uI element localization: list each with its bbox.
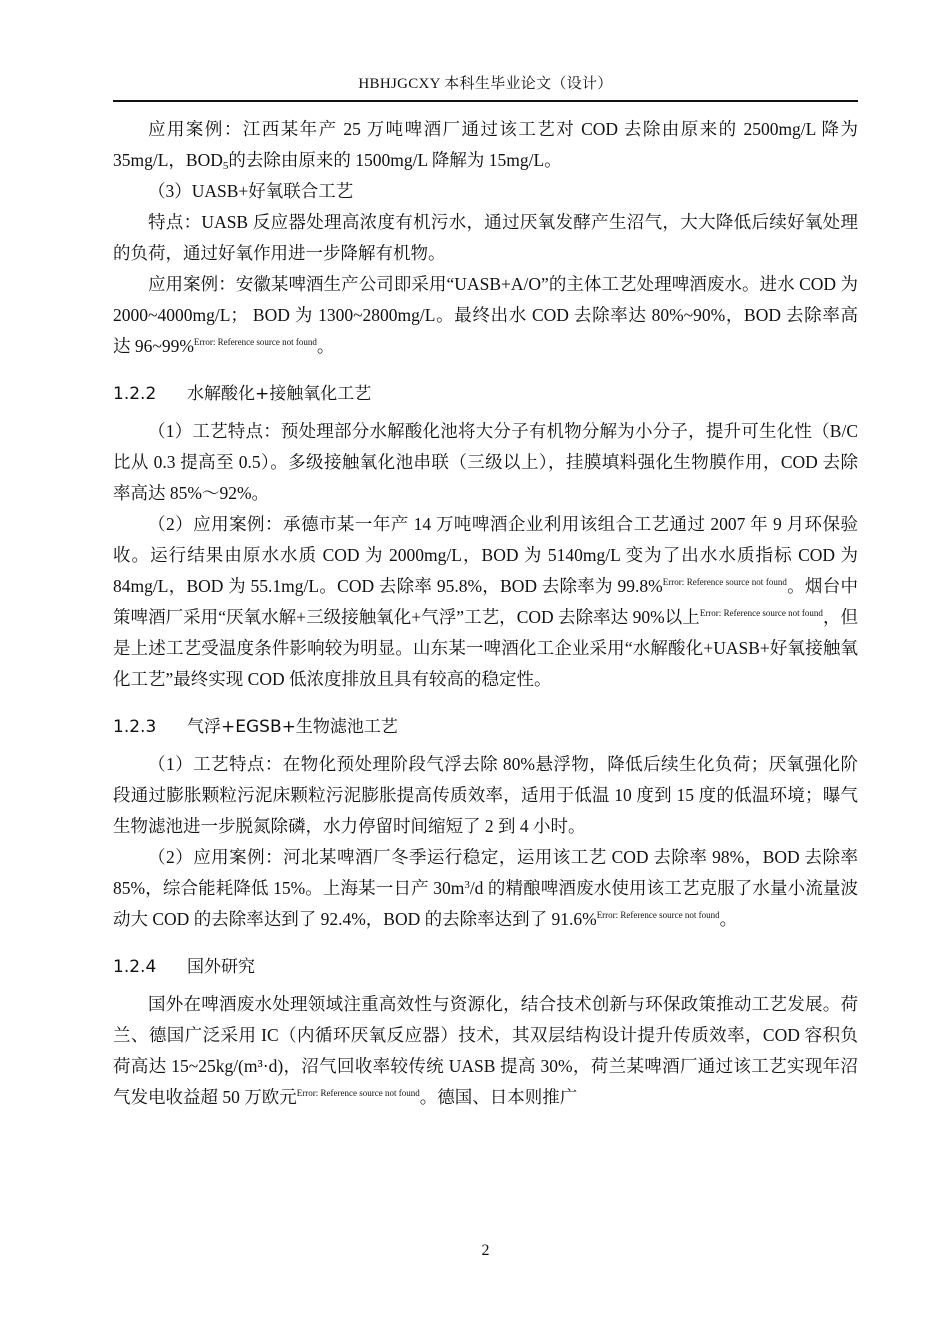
paragraph-uasb-features: 特点：UASB 反应器处理高浓度有机污水，通过厌氧发酵产生沼气，大大降低后续好氧处理的负荷，通过好氧作用进一步降解有机物。 xyxy=(113,212,858,263)
text-run: 应用案例：江西某年产 25 万吨啤酒厂通过该工艺对 COD 去除由原来的 2500mg/L 降为 35mg/L，BOD xyxy=(113,119,858,170)
reference-error: Error: Reference source not found xyxy=(699,608,823,618)
section-heading-1-2-4 xyxy=(113,953,858,981)
text-run: 。 xyxy=(719,909,738,929)
section-title: 国外研究 xyxy=(187,957,255,977)
reference-error: Error: Reference source not found xyxy=(296,1088,420,1098)
page-header: HBHJGCXY 本科生毕业论文（设计） xyxy=(358,76,613,92)
paragraph-foreign-research xyxy=(113,989,858,1113)
paragraph-uasb-title: （3）UASB+好氧联合工艺 xyxy=(148,181,354,201)
text-run: /d 的精酿啤酒废水使用该工艺克服了水量小流量波动大 COD 的去除率达到了 92.4%，BOD 的去除率达到了 91.6% xyxy=(113,878,858,929)
text-run: 。 xyxy=(316,336,335,356)
page-number: 2 xyxy=(481,1242,490,1259)
text-run: ，但是上述工艺受温度条件影响较为明显。山东某一啤酒化工企业采用“水解酸化+UASB+好氧接触氧化工艺”最终实现 COD 低浓度排放且具有较高的稳定性。 xyxy=(113,607,858,689)
paragraph-anhui-case xyxy=(113,269,858,362)
reference-error: Error: Reference source not found xyxy=(662,577,787,587)
reference-error: Error: Reference source not found xyxy=(193,337,317,347)
text-run: 。烟台中策啤酒厂采用“厌氧水解+三级接触氧化+气浮”工艺，COD 去除率达 90%以上 xyxy=(113,576,858,627)
section-title: 水解酸化+接触氧化工艺 xyxy=(187,384,372,404)
subscript: 5 xyxy=(222,160,229,172)
section-title: 气浮+EGSB+生物滤池工艺 xyxy=(187,717,398,737)
paragraph-egsb-features: （1）工艺特点：在物化预处理阶段气浮去除 80%悬浮物，降低后续生化负荷；厌氧强化阶段通过膨胀颗粒污泥床颗粒污泥膨胀提高传质效率，适用于低温 10 度到 15 度的低温环境；曝气生物滤池进一步脱氮除磷，水力停留时间缩短了 2 到 4 小时。 xyxy=(113,754,858,836)
document-body xyxy=(113,114,858,1113)
paragraph-hydrolysis-case xyxy=(113,509,858,695)
reference-error: Error: Reference source not found xyxy=(596,910,720,920)
section-heading-1-2-3 xyxy=(113,713,858,741)
section-number: 1.2.4 xyxy=(113,957,157,977)
text-run: 应用案例：安徽某啤酒生产公司即采用“UASB+A/O”的主体工艺处理啤酒废水。进水 COD 为 2000~4000mg/L； BOD 为 1300~2800mg/L。最终出水 COD 去除率达 80%~90%，BOD 去除率高达 96~99% xyxy=(113,274,858,356)
section-number: 1.2.2 xyxy=(113,384,157,404)
paragraph-jiangxi-case xyxy=(113,114,858,176)
section-heading-1-2-2 xyxy=(113,380,858,408)
header-rule xyxy=(113,100,858,102)
superscript: 3 xyxy=(464,879,470,891)
text-run: （2）应用案例：承德市某一年产 14 万吨啤酒企业利用该组合工艺通过 2007 年 9 月环保验收。运行结果由原水水质 COD 为 2000mg/L，BOD 为 5140mg/L 变为了出水水质指标 COD 为 84mg/L，BOD 为 55.1mg/L。COD 去除率 95.8%，BOD 去除率为 99.8% xyxy=(113,514,858,596)
paragraph-hydrolysis-features: （1）工艺特点：预处理部分水解酸化池将大分子有机物分解为小分子，提升可生化性（B/C 比从 0.3 提高至 0.5）。多级接触氧化池串联（三级以上），挂膜填料强化生物膜作用，COD 去除率高达 85%～92%。 xyxy=(113,421,858,503)
paragraph-egsb-case xyxy=(113,842,858,935)
section-number: 1.2.3 xyxy=(113,717,157,737)
text-run: 国外在啤酒废水处理领域注重高效性与资源化，结合技术创新与环保政策推动工艺发展。荷兰、德国广泛采用 IC（内循环厌氧反应器）技术，其双层结构设计提升传质效率，COD 容积负荷高达 15~25kg/(m³·d)，沼气回收率较传统 UASB 提高 30%，荷兰某啤酒厂通过该工艺实现年沼气发电收益超 50 万欧元 xyxy=(113,994,858,1107)
text-run: 。德国、日本则推广 xyxy=(419,1087,578,1107)
text-run: （2）应用案例：河北某啤酒厂冬季运行稳定，运用该工艺 COD 去除率 98%，BOD 去除率 85%，综合能耗降低 15%。上海某一日产 30m xyxy=(113,847,858,898)
text-run: 的去除由原来的 1500mg/L 降解为 15mg/L。 xyxy=(228,150,562,170)
